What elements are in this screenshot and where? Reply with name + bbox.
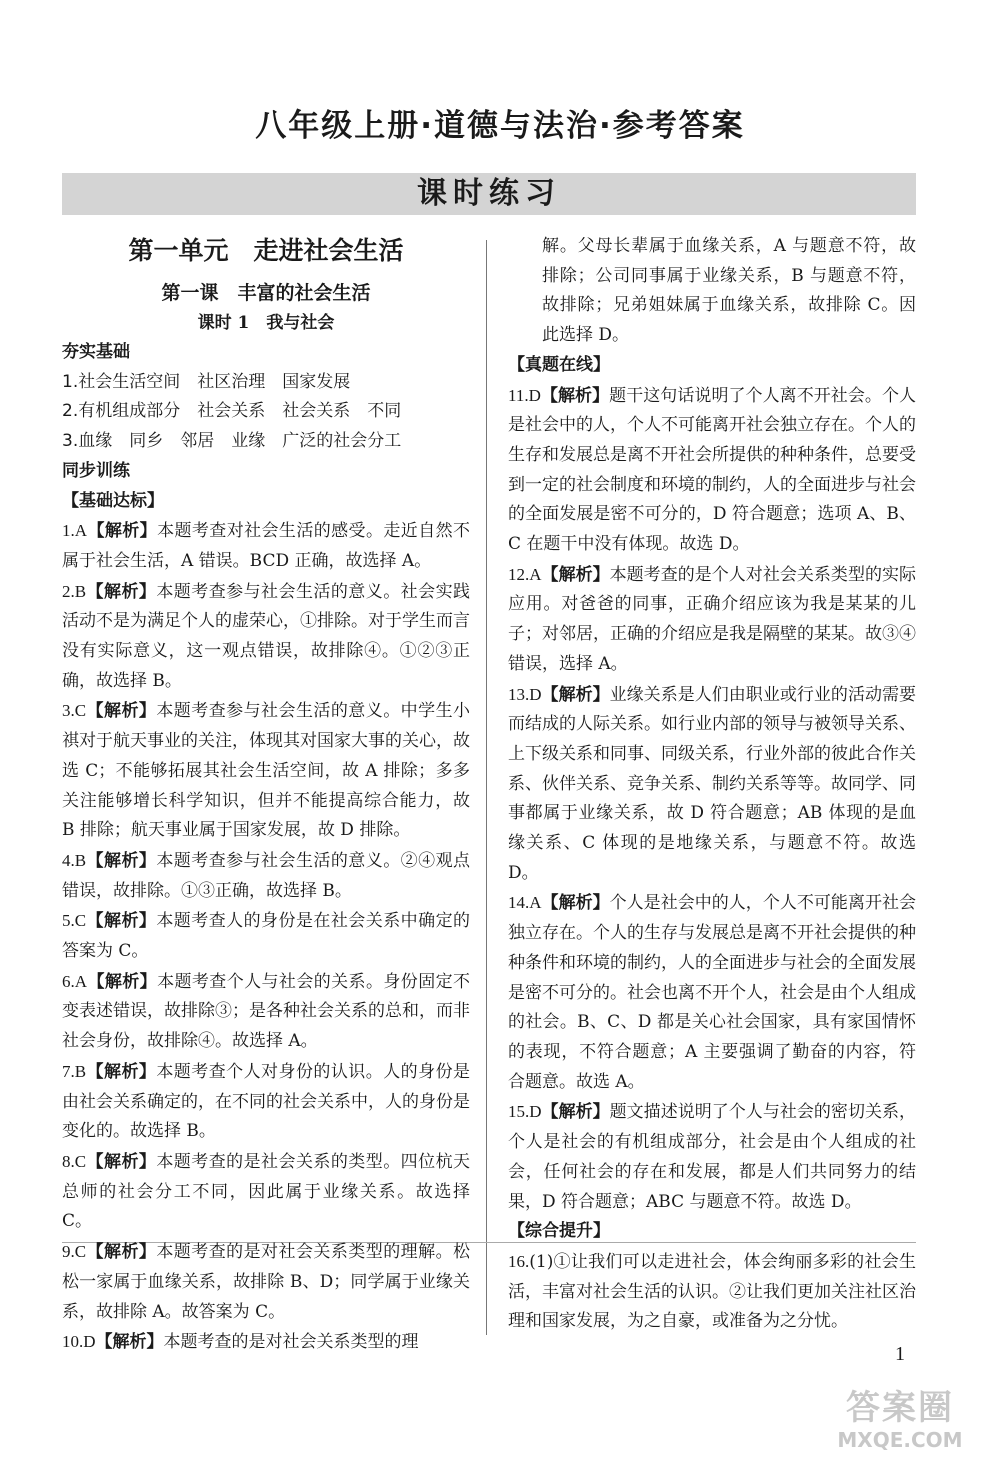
answer-text: 本题考查个人对身份的认识。人的身份是由社会关系确定的，在不同的社会关系中，人的身份是变化的。故选择 B。	[62, 1061, 471, 1142]
answer-item	[508, 1097, 916, 1217]
answer-text: 本题考查人的身份是在社会关系中确定的答案为 C。	[62, 911, 471, 962]
left-column	[62, 232, 470, 1358]
answer-number: 13.D	[508, 684, 542, 704]
column-divider	[486, 240, 487, 1335]
answer-item	[62, 516, 470, 576]
comprehensive-heading: 【综合提升】	[508, 1221, 610, 1242]
analysis-tag: 【解析】	[86, 1151, 157, 1172]
answer-item	[62, 906, 470, 966]
section-banner	[62, 173, 916, 215]
answer-text: 个人是社会中的人，个人不可能离开社会独立存在。个人的生存与发展总是离不开社会提供的种种条件和环境的制约，人的全面进步与社会的全面发展是密不可分的。社会也离不开个人，社会是由个人组成的社会。B、C、D 都是关心社会国家，具有家国情怀的表现，不符合题意；A 主要强调了勤奋的内容，符合题意。故选 A。	[508, 893, 917, 1092]
answer-item	[62, 1057, 470, 1147]
analysis-tag: 【解析】	[86, 850, 157, 871]
analysis-tag: 【解析】	[86, 1061, 157, 1082]
answer-text: 本题考查参与社会生活的意义。②④观点错误，故排除。①③正确，故选择 B。	[62, 850, 471, 901]
answer-text: 本题考查参与社会生活的意义。中学生小祺对于航天事业的关注，体现其对国家大事的关心，故选 C；不能够拓展其社会生活空间，故 A 排除；多多关注能够增长科学知识，但并不能提高综合能力，故 B 排除；航天事业属于国家发展，故 D 排除。	[62, 701, 471, 841]
answer-text: 本题考查的是个人对社会关系类型的实际应用。对爸爸的同事，正确介绍应该为我是某某的儿子；对邻居，正确的介绍应是我是隔壁的某某。故③④错误，选择 A。	[508, 564, 917, 674]
analysis-tag: 【解析】	[86, 581, 157, 602]
answer-item	[62, 967, 470, 1057]
answer-continuation: 解。父母长辈属于血缘关系，A 与题意不符，故排除；公司同事属于业缘关系，B 与题意不符，故排除；兄弟姐妹属于血缘关系，故排除 C。因此选择 D。	[542, 236, 916, 346]
analysis-tag: 【解析】	[540, 385, 610, 406]
analysis-tag: 【解析】	[541, 684, 610, 705]
lesson-heading: 第一课 丰富的社会生活	[161, 282, 371, 304]
answer-text: (1)①让我们可以走进社会，体会绚丽多彩的社会生活，丰富对社会生活的认识。②让我们更加关注社区治理和国家发展，为之自豪，或准备为之分忧。	[508, 1251, 916, 1332]
analysis-tag: 【解析】	[87, 521, 158, 542]
answer-text: 本题考查对社会生活的感受。走近自然不属于社会生活，A 错误。BCD 正确，故选择 A。	[62, 521, 471, 571]
answer-text: 本题考查个人与社会的关系。身份固定不变表述错误，故排除③；是各种社会关系的总和，而非社会身份，故排除④。故选择 A。	[62, 971, 471, 1052]
online-heading: 【真题在线】	[508, 354, 610, 375]
analysis-tag: 【解析】	[86, 911, 157, 932]
answer-list	[62, 516, 470, 1358]
fill-answer: 3.血缘 同乡 邻居 业缘 广泛的社会分工	[62, 431, 402, 452]
answer-item	[62, 577, 470, 697]
foundation-heading: 夯实基础	[62, 342, 130, 362]
answer-text: 业缘关系是人们由职业或行业的活动需要而结成的人际关系。如行业内部的领导与被领导关系、上下级关系和同事、同级关系，行业外部的彼此合作关系、伙伴关系、竞争关系、制约关系等等。故同学、同事都属于业缘关系，故 D 符合题意；AB 体现的是血缘关系、C 体现的是地缘关系，与题意不符。故选 D。	[508, 684, 917, 883]
watermark-logo-text: 答案圈	[846, 1388, 954, 1428]
answer-item	[62, 846, 470, 906]
answer-number: 15.D	[508, 1102, 542, 1122]
watermark-logo	[820, 1388, 980, 1452]
answer-number: 4.B	[62, 850, 87, 870]
sync-heading: 同步训练	[62, 460, 130, 481]
analysis-tag: 【解析】	[86, 1242, 157, 1263]
basic-heading: 【基础达标】	[62, 490, 164, 511]
answer-number: 12.A	[508, 564, 542, 584]
answer-number: 9.C	[62, 1242, 87, 1262]
answer-number: 2.B	[62, 581, 87, 601]
watermark-site: MXQE.COM	[837, 1428, 963, 1452]
answer-item	[62, 696, 470, 846]
unit-heading: 第一单元 走进社会生活	[128, 236, 404, 265]
answer-number: 7.B	[62, 1061, 87, 1081]
answer-text: 题文描述说明了个人与社会的密切关系，个人是社会的有机组成部分，社会是由个人组成的社会，任何社会的存在和发展，都是人们共同努力的结果，D 符合题意；ABC 与题意不符。故选 D。	[508, 1102, 917, 1212]
answer-number: 11.D	[508, 385, 541, 405]
answer-number: 14.A	[508, 893, 542, 913]
answer-item	[62, 1147, 470, 1237]
answer-list	[508, 381, 916, 1218]
analysis-tag: 【解析】	[86, 701, 157, 722]
right-column	[508, 232, 916, 1337]
section-banner-label: 课时练习	[417, 176, 561, 211]
fill-answer: 2.有机组成部分 社会关系 社会关系 不同	[62, 401, 402, 422]
analysis-tag: 【解析】	[541, 564, 610, 585]
analysis-tag: 【解析】	[541, 1102, 610, 1123]
answer-number: 1.A	[62, 521, 88, 541]
answer-number: 5.C	[62, 911, 87, 931]
answer-item	[508, 560, 916, 680]
answer-text: 本题考查的是对社会关系类型的理	[163, 1332, 419, 1353]
answer-number: 6.A	[62, 971, 88, 991]
answer-item	[508, 888, 916, 1097]
period-heading: 课时 1 我与社会	[197, 313, 335, 333]
analysis-tag: 【解析】	[541, 893, 610, 914]
answer-number: 3.C	[62, 701, 87, 721]
fill-answer: 1.社会生活空间 社区治理 国家发展	[62, 371, 351, 392]
answer-number: 16.	[508, 1251, 530, 1271]
answer-item	[508, 680, 916, 889]
page-number: 1	[895, 1343, 905, 1365]
analysis-tag: 【解析】	[95, 1332, 164, 1353]
answer-text: 题干这句话说明了个人离不开社会。个人是社会中的人，个人不可能离开社会独立存在。个人的生存和发展总是离不开社会所提供的种种条件，总要受到一定的社会制度和环境的制约，人的全面进步与社会的全面发展是密不可分的，D 符合题意；选项 A、B、C 在题干中没有体现。故选 D。	[508, 385, 917, 555]
answer-number: 8.C	[62, 1151, 87, 1171]
analysis-tag: 【解析】	[87, 971, 158, 992]
answer-item	[508, 381, 916, 560]
answer-item	[508, 1247, 916, 1337]
answer-item	[62, 1327, 470, 1358]
answer-text: 本题考查的是社会关系的类型。四位杭天总师的社会分工不同，因此属于业缘关系。故选择 C。	[62, 1151, 471, 1232]
page-title: 八年级上册·道德与法治·参考答案	[255, 108, 745, 144]
answer-text: 本题考查的是对社会关系类型的理解。松松一家属于血缘关系，故排除 B、D；同学属于业缘关系，故排除 A。故答案为 C。	[62, 1242, 471, 1322]
answer-text: 本题考查参与社会生活的意义。社会实践活动不是为满足个人的虚荣心，①排除。对于学生而言没有实际意义，这一观点错误，故排除④。①②③正确，故选择 B。	[62, 581, 471, 691]
answer-number: 10.D	[62, 1332, 96, 1352]
answer-item	[62, 1237, 470, 1327]
